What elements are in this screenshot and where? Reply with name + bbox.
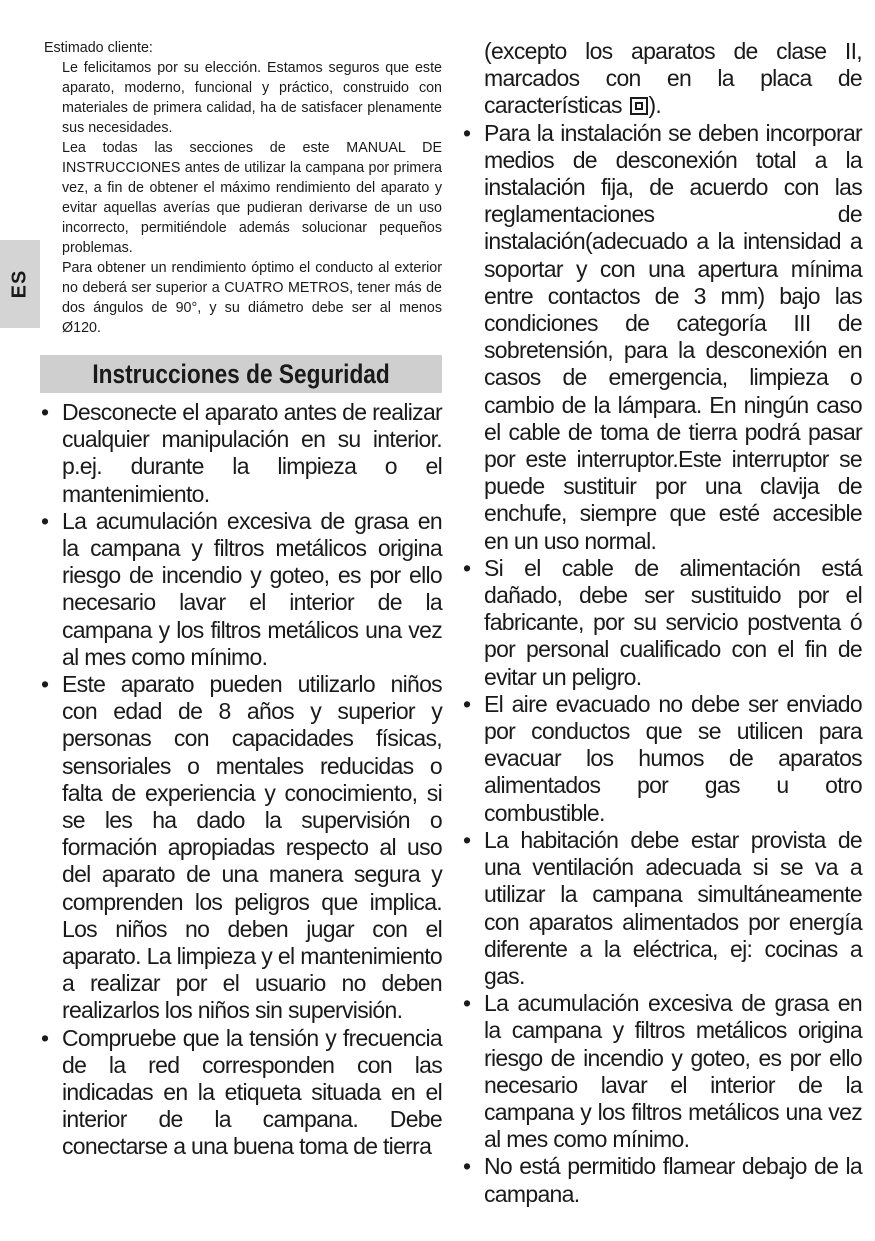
language-tab [0, 240, 40, 328]
intro-paragraph: Le felicitamos por su elección. Estamos seguros que este aparato, moderno, funcional y práctico, construido con materiales de primera calidad, ha de satisfacer plenamente sus necesidades. [62, 60, 442, 136]
continuation-text: (excepto los aparatos de clase II, marcados con en la placa de características [484, 38, 862, 119]
list-item: • La acumulación excesiva de grasa en la campana y filtros metálicos origina riesgo de incendio y goteo, es por ello necesario lavar el interior de la campana y los filtros metálicos una vez al mes como mínimo. [40, 508, 442, 671]
list-item: • Para la instalación se deben incorporar medios de desconexión total a la instalación fija, de acuerdo con las reglamentaciones de instalación(adecuado a la intensidad a soportar y con una apertura mínima entre contactos de 3 mm) bajo las condiciones de categoría III de sobretensión, para la desconexión en casos de emergencia, limpieza o cambio de la lámpara. En ningún caso el cable de toma de tierra podrá pasar por este interruptor.Este interruptor se puede sustituir por una clavija de enchufe, siempre que esté accesible en un uso normal. [462, 120, 862, 555]
safety-list-left [40, 399, 442, 1161]
list-item: • La acumulación excesiva de grasa en la campana y filtros metálicos origina riesgo de incendio y goteo, es por ello necesario lavar el interior de la campana y los filtros metálicos una vez al mes como mínimo. [462, 990, 862, 1153]
class-ii-icon [630, 97, 648, 115]
section-heading [40, 355, 442, 393]
intro-paragraph: Para obtener un rendimiento óptimo el conducto al exterior no deberá ser superior a CUATRO METROS, tener más de dos ángulos de 90°, y su diámetro debe ser al menos Ø120. [62, 260, 442, 336]
intro-section [40, 38, 442, 338]
list-item-continuation [462, 38, 862, 120]
list-item: • El aire evacuado no debe ser enviado por conductos que se utilicen para evacuar los humos de aparatos alimentados por gas u otro combustible. [462, 691, 862, 827]
section-title: Instrucciones de Seguridad [92, 358, 390, 389]
list-item: • Compruebe que la tensión y frecuencia de la red corresponden con las indicadas en la etiqueta situada en el interior de la campana. Debe conectarse a una buena toma de tierra [40, 1025, 442, 1161]
list-item: • Desconecte el aparato antes de realizar cualquier manipulación en su interior. p.ej. durante la limpieza o el mantenimiento. [40, 399, 442, 508]
continuation-suffix: ). [648, 92, 662, 119]
left-column [40, 38, 442, 1161]
language-tab-label: ES [8, 269, 31, 299]
list-item: • Este aparato pueden utilizarlo niños con edad de 8 años y superior y personas con capacidades físicas, sensoriales o mentales reducidas o falta de experiencia y conocimiento, si se les ha dado la supervisión o formación apropiadas respecto al uso del aparato de una manera segura y comprenden los peligros que implica. Los niños no deben jugar con el aparato. La limpieza y el mantenimiento a realizar por el usuario no deben realizarlos los niños sin supervisión. [40, 671, 442, 1025]
list-item: • Si el cable de alimentación está dañado, debe ser sustituido por el fabricante, por su servicio postventa ó por personal cualificado con el fin de evitar un peligro. [462, 555, 862, 691]
right-column [462, 38, 862, 1208]
intro-paragraph: Lea todas las secciones de este MANUAL DE INSTRUCCIONES antes de utilizar la campana por primera vez, a fin de obtener el máximo rendimiento del aparato y evitar aquellas averías que pudieran derivarse de un uso incorrecto, permitiéndole además solucionar pequeños problemas. [62, 140, 442, 256]
greeting: Estimado cliente: [44, 40, 153, 56]
list-item: • La habitación debe estar provista de una ventilación adecuada si se va a utilizar la campana simultáneamente con aparatos alimentados por energía diferente a la eléctrica, ej: cocinas a gas. [462, 827, 862, 990]
list-item: • No está permitido flamear debajo de la campana. [462, 1153, 862, 1207]
safety-list-right [462, 120, 862, 1208]
